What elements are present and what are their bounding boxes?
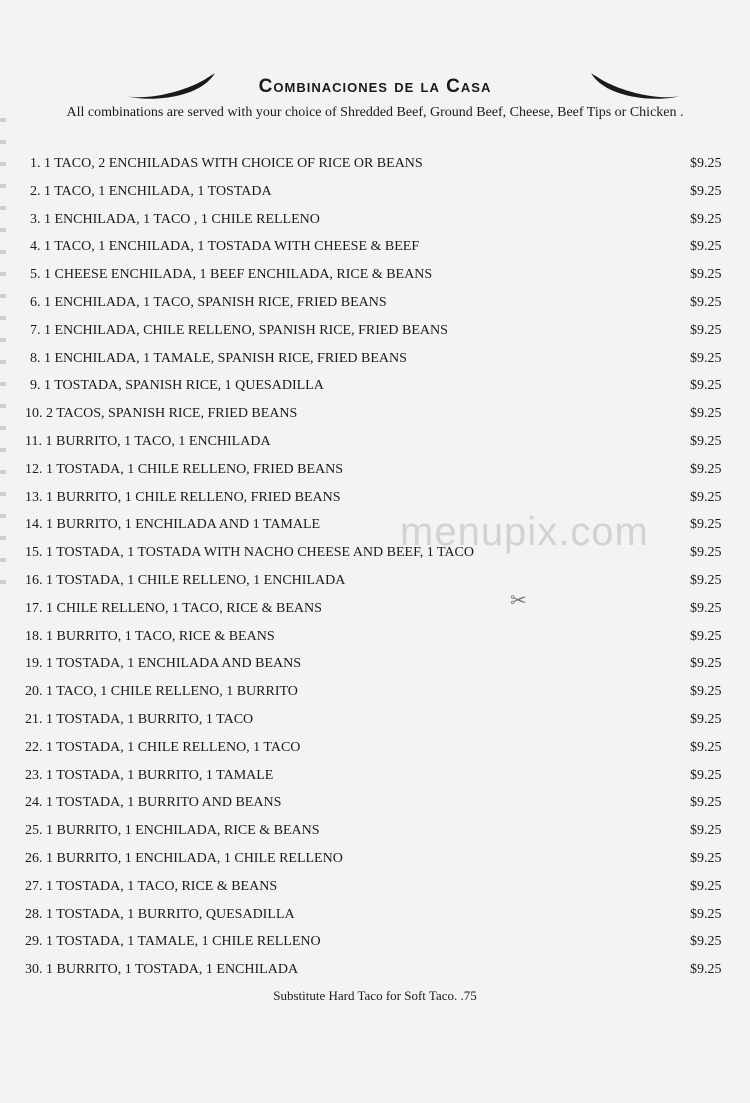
item-label: 9. 1 TOSTADA, SPANISH RICE, 1 QUESADILLA (30, 378, 324, 394)
list-item (0, 791, 750, 819)
menu-subtitle: All combinations are served with your choice of Shredded Beef, Ground Beef, Cheese, Beef Tips or Chicken . (66, 105, 684, 120)
item-label: 23. 1 TOSTADA, 1 BURRITO, 1 TAMALE (25, 767, 274, 783)
item-price: $9.25 (690, 489, 722, 505)
list-item (0, 875, 750, 903)
item-label: 29. 1 TOSTADA, 1 TAMALE, 1 CHILE RELLENO (25, 934, 321, 950)
item-price: $9.25 (690, 850, 722, 866)
item-label: 28. 1 TOSTADA, 1 BURRITO, QUESADILLA (25, 906, 295, 922)
item-price: $9.25 (690, 711, 722, 727)
watermark: menupix.com (400, 510, 649, 554)
item-label: 5. 1 CHEESE ENCHILADA, 1 BEEF ENCHILADA, RICE & BEANS (30, 267, 433, 283)
item-price: $9.25 (690, 294, 722, 310)
item-price: $9.25 (690, 239, 722, 255)
list-item (0, 680, 750, 708)
item-price: $9.25 (690, 684, 722, 700)
list-item (0, 374, 750, 402)
item-price: $9.25 (690, 517, 722, 533)
item-label: 4. 1 TACO, 1 ENCHILADA, 1 TOSTADA WITH CHEESE & BEEF (30, 239, 420, 255)
item-label: 15. 1 TOSTADA, 1 TOSTADA WITH NACHO CHEESE AND BEEF, 1 TACO (25, 545, 474, 561)
list-item (0, 208, 750, 236)
item-label: 26. 1 BURRITO, 1 ENCHILADA, 1 CHILE RELLENO (25, 850, 343, 866)
item-price: $9.25 (690, 628, 722, 644)
chile-pepper-icon (590, 72, 682, 102)
item-label: 10. 2 TACOS, SPANISH RICE, FRIED BEANS (25, 406, 298, 422)
list-item (0, 903, 750, 931)
item-label: 6. 1 ENCHILADA, 1 TACO, SPANISH RICE, FRIED BEANS (30, 294, 387, 310)
item-price: $9.25 (690, 600, 722, 616)
item-label: 14. 1 BURRITO, 1 ENCHILADA AND 1 TAMALE (25, 517, 321, 533)
item-label: 11. 1 BURRITO, 1 TACO, 1 ENCHILADA (25, 433, 271, 449)
list-item (0, 708, 750, 736)
item-label: 17. 1 CHILE RELLENO, 1 TACO, RICE & BEANS (25, 600, 322, 616)
item-price: $9.25 (690, 406, 722, 422)
item-label: 22. 1 TOSTADA, 1 CHILE RELLENO, 1 TACO (25, 739, 301, 755)
item-price: $9.25 (690, 934, 722, 950)
scissors-icon: ✂ (510, 590, 527, 612)
item-price: $9.25 (690, 656, 722, 672)
item-label: 8. 1 ENCHILADA, 1 TAMALE, SPANISH RICE, FRIED BEANS (30, 350, 407, 366)
list-item (0, 263, 750, 291)
page-title: Combinaciones de la Casa (258, 76, 492, 97)
item-price: $9.25 (690, 378, 722, 394)
item-price: $9.25 (690, 156, 722, 171)
item-price: $9.25 (690, 433, 722, 449)
list-item (0, 736, 750, 764)
item-label: 30. 1 BURRITO, 1 TOSTADA, 1 ENCHILADA (25, 962, 299, 978)
list-item (0, 625, 750, 653)
item-price: $9.25 (690, 211, 722, 227)
item-label: 25. 1 BURRITO, 1 ENCHILADA, RICE & BEANS (25, 823, 320, 839)
item-price: $9.25 (690, 350, 722, 366)
item-price: $9.25 (690, 572, 722, 588)
list-item (0, 319, 750, 347)
item-label: 7. 1 ENCHILADA, CHILE RELLENO, SPANISH RICE, FRIED BEANS (30, 322, 448, 338)
item-price: $9.25 (690, 322, 722, 338)
list-item (0, 764, 750, 792)
item-label: 21. 1 TOSTADA, 1 BURRITO, 1 TACO (25, 711, 254, 727)
item-label: 19. 1 TOSTADA, 1 ENCHILADA AND BEANS (25, 656, 302, 672)
item-label: 12. 1 TOSTADA, 1 CHILE RELLENO, FRIED BEANS (25, 461, 344, 477)
list-item (0, 958, 750, 986)
item-price: $9.25 (690, 545, 722, 561)
item-label: 3. 1 ENCHILADA, 1 TACO , 1 CHILE RELLENO (30, 211, 320, 227)
list-item (0, 597, 750, 625)
list-item (0, 930, 750, 958)
list-item (0, 819, 750, 847)
item-label: 2. 1 TACO, 1 ENCHILADA, 1 TOSTADA (30, 183, 272, 199)
list-item (0, 430, 750, 458)
list-item (0, 569, 750, 597)
item-price: $9.25 (690, 878, 722, 894)
item-price: $9.25 (690, 795, 722, 811)
list-item (0, 402, 750, 430)
footer-note: Substitute Hard Taco for Soft Taco. .75 (273, 988, 477, 1003)
item-price: $9.25 (690, 183, 722, 199)
item-label: 13. 1 BURRITO, 1 CHILE RELLENO, FRIED BEANS (25, 489, 341, 505)
list-item (0, 847, 750, 875)
combination-list (0, 152, 750, 986)
list-item (0, 152, 750, 180)
item-price: $9.25 (690, 739, 722, 755)
list-item (0, 180, 750, 208)
list-item (0, 235, 750, 263)
item-label: 1. 1 TACO, 2 ENCHILADAS WITH CHOICE OF RICE OR BEANS (30, 156, 423, 171)
item-label: 18. 1 BURRITO, 1 TACO, RICE & BEANS (25, 628, 275, 644)
item-price: $9.25 (690, 767, 722, 783)
list-item (0, 347, 750, 375)
item-price: $9.25 (690, 962, 722, 978)
list-item (0, 291, 750, 319)
item-price: $9.25 (690, 823, 722, 839)
item-label: 27. 1 TOSTADA, 1 TACO, RICE & BEANS (25, 878, 278, 894)
menu-header (0, 70, 750, 110)
item-price: $9.25 (690, 267, 722, 283)
item-price: $9.25 (690, 906, 722, 922)
item-price: $9.25 (690, 461, 722, 477)
item-label: 24. 1 TOSTADA, 1 BURRITO AND BEANS (25, 795, 282, 811)
list-item (0, 652, 750, 680)
item-label: 16. 1 TOSTADA, 1 CHILE RELLENO, 1 ENCHILADA (25, 572, 346, 588)
item-label: 20. 1 TACO, 1 CHILE RELLENO, 1 BURRITO (25, 684, 298, 700)
list-item (0, 458, 750, 486)
